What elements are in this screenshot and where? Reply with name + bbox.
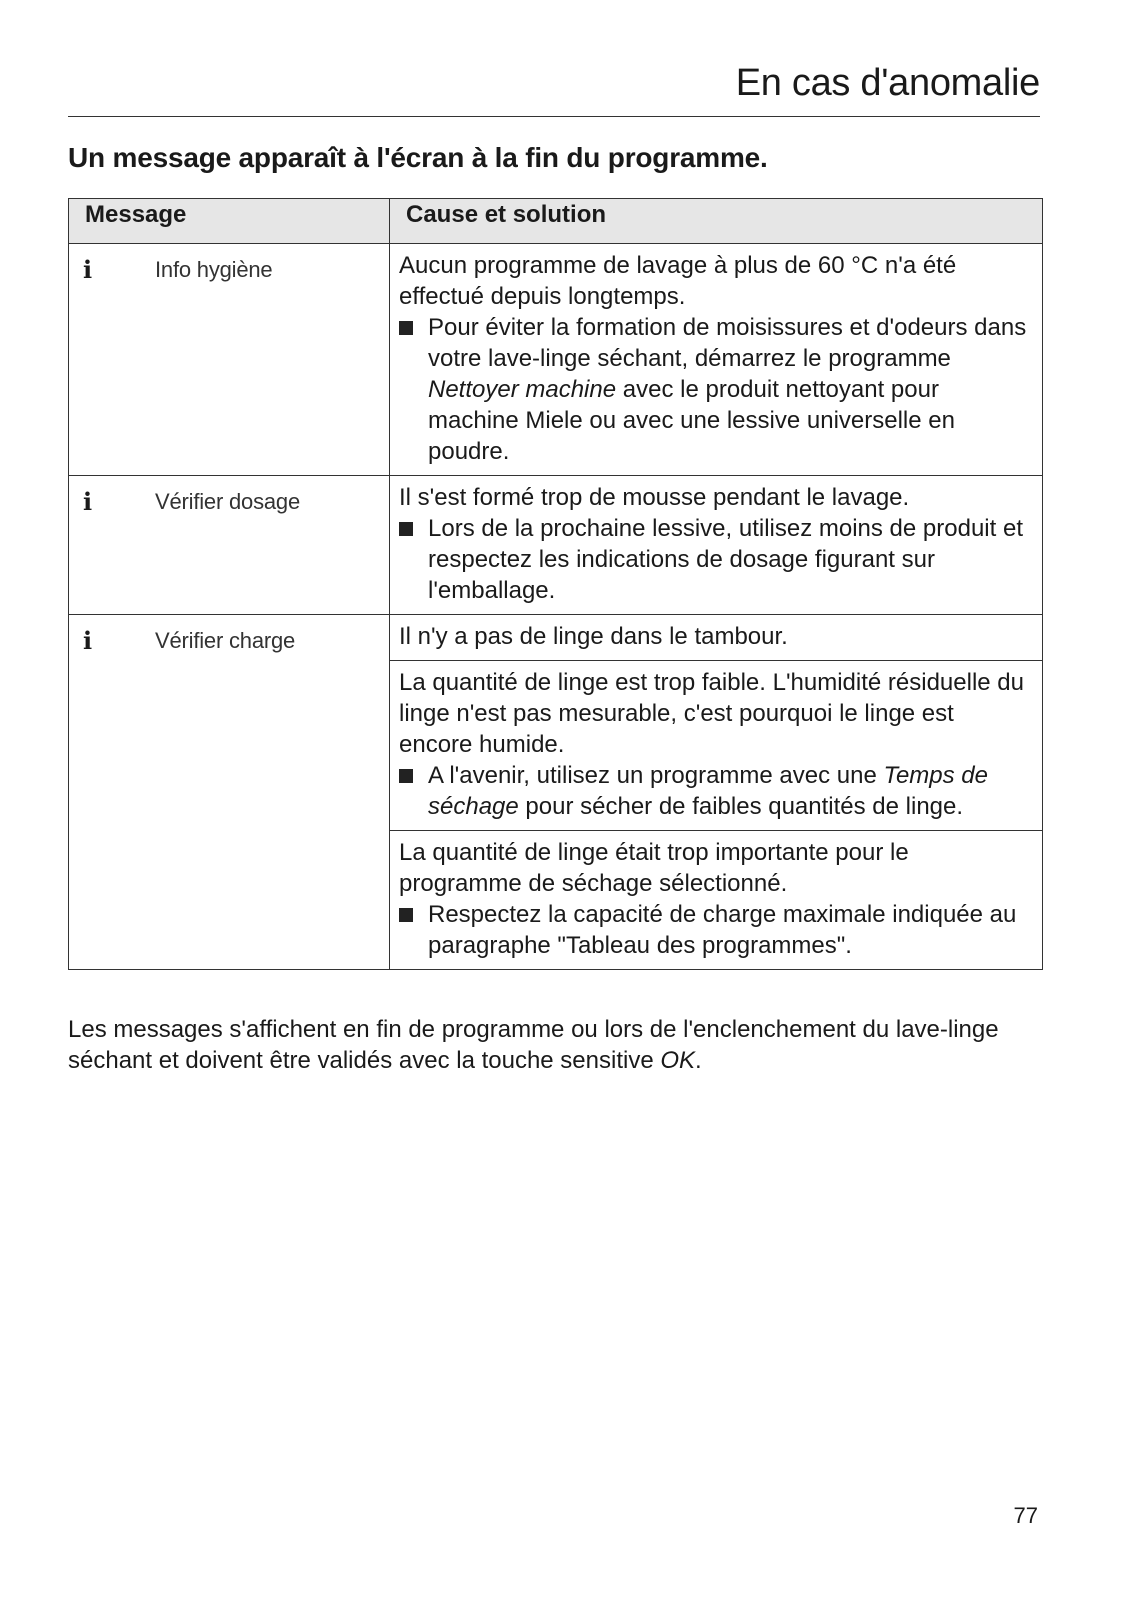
program-name: Nettoyer machine — [428, 376, 617, 403]
message-cell — [69, 615, 390, 970]
table-row — [69, 476, 1043, 615]
cause-text: La quantité de linge est trop faible. L'humidité résiduelle du linge n'est pas mesurable, c'est pourquoi le linge est encore humide. — [399, 669, 1024, 758]
table-row — [69, 244, 1043, 476]
display-message: Info hygiène — [155, 257, 273, 282]
column-header-message: Message — [69, 199, 390, 244]
cause-text: La quantité de linge était trop importante pour le programme de séchage sélectionné. — [399, 839, 909, 897]
square-bullet-icon — [399, 769, 413, 783]
square-bullet-icon — [399, 321, 413, 335]
cause-cell — [390, 615, 1043, 661]
chapter-title: En cas d'anomalie — [735, 62, 1040, 104]
solution-item — [399, 760, 1028, 822]
ok-key-name: OK — [660, 1047, 696, 1074]
display-message: Vérifier charge — [155, 628, 296, 653]
info-icon: i — [83, 487, 93, 516]
table-header-row — [69, 199, 1043, 244]
cause-cell — [390, 476, 1043, 615]
info-icon: i — [83, 255, 93, 284]
solution-item — [399, 312, 1028, 467]
solution-text: Respectez la capacité de charge maximale indiquée au paragraphe "Tableau des programmes". — [428, 901, 1017, 959]
square-bullet-icon — [399, 522, 413, 536]
solution-item — [399, 899, 1028, 961]
page-number: 77 — [1013, 1503, 1038, 1528]
footnote-paragraph: Les messages s'affichent en fin de programme ou lors de l'enclenchement du lave-linge séchant et doivent être validés avec la touche sensitive OK. — [68, 1016, 999, 1074]
message-cell — [69, 476, 390, 615]
section-title: Un message apparaît à l'écran à la fin du programme. — [68, 142, 768, 173]
column-header-cause: Cause et solution — [390, 199, 1043, 244]
table-row — [69, 615, 1043, 661]
cause-cell — [390, 831, 1043, 970]
solution-text: A l'avenir, utilisez un programme avec une Temps de séchage pour sécher de faibles quantités de linge. — [428, 762, 988, 820]
solution-text: Lors de la prochaine lessive, utilisez moins de produit et respectez les indications de dosage figurant sur l'emballage. — [428, 515, 1023, 604]
display-message: Vérifier dosage — [155, 489, 300, 514]
cause-text: Il s'est formé trop de mousse pendant le lavage. — [399, 484, 910, 511]
solution-text: Pour éviter la formation de moisissures et d'odeurs dans votre lave-linge séchant, démarrez le programme Nettoyer machine avec le produit nettoyant pour machine Miele ou avec une lessive universelle en poudre. — [428, 314, 1027, 465]
setting-name: Temps de séchage — [428, 762, 988, 820]
cause-text: Aucun programme de lavage à plus de 60 °C n'a été effectué depuis longtemps. — [399, 252, 957, 310]
cause-text: Il n'y a pas de linge dans le tambour. — [399, 623, 788, 650]
header-divider — [68, 116, 1040, 117]
message-table — [68, 198, 1043, 970]
info-icon: i — [83, 626, 93, 655]
message-cell — [69, 244, 390, 476]
cause-cell — [390, 661, 1043, 831]
solution-item — [399, 513, 1028, 606]
square-bullet-icon — [399, 908, 413, 922]
cause-cell — [390, 244, 1043, 476]
